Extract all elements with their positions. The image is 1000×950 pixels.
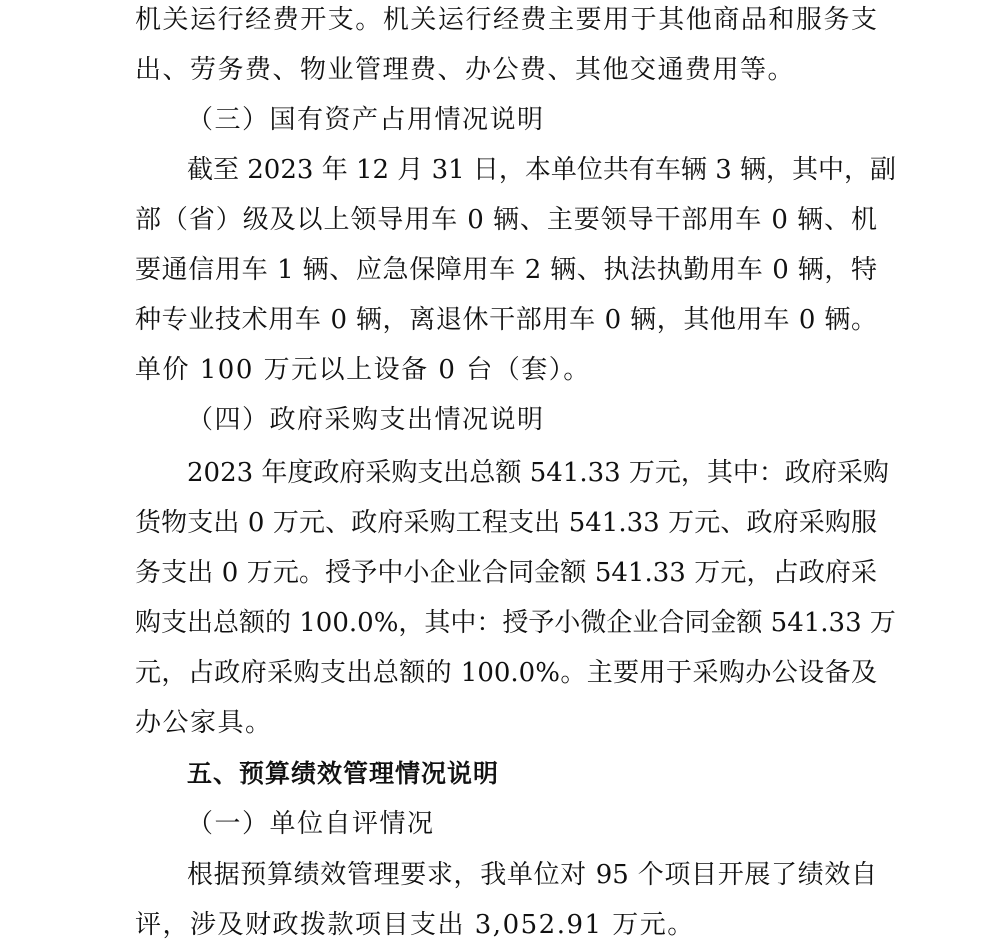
section-subheading: （四）政府采购支出情况说明: [187, 405, 545, 435]
section-heading: 五、预算绩效管理情况说明: [187, 759, 500, 788]
section-subheading: （一）单位自评情况: [187, 809, 435, 839]
body-text-line: 办公家具。: [135, 708, 273, 738]
body-text-line: 种专业技术用车 0 辆，离退休干部用车 0 辆，其他用车 0 辆。: [135, 305, 877, 335]
body-text-line: 要通信用车 1 辆、应急保障用车 2 辆、执法执勤用车 0 辆，特: [135, 255, 877, 285]
paragraph-first-line: 根据预算绩效管理要求，我单位对 95 个项目开展了绩效自: [187, 860, 877, 890]
body-text-line: 评，涉及财政拨款项目支出 3,052.91 万元。: [135, 910, 695, 940]
body-text-line: 购支出总额的 100.0%，其中：授予小微企业合同金额 541.33 万: [135, 608, 896, 638]
paragraph-first-line: 截至 2023 年 12 月 31 日，本单位共有车辆 3 辆，其中，副: [187, 155, 896, 185]
body-text-line: 元，占政府采购支出总额的 100.0%。主要用于采购办公设备及: [135, 658, 877, 688]
body-text-line: 货物支出 0 万元、政府采购工程支出 541.33 万元、政府采购服: [135, 508, 877, 538]
body-text-line: 出、劳务费、物业管理费、办公费、其他交通费用等。: [135, 55, 796, 85]
body-text-line: 务支出 0 万元。授予中小企业合同金额 541.33 万元，占政府采: [135, 558, 877, 588]
body-text-line: 部（省）级及以上领导用车 0 辆、主要领导干部用车 0 辆、机: [135, 205, 877, 235]
body-text-line: 单价 100 万元以上设备 0 台（套）。: [135, 355, 591, 385]
body-text-line: 机关运行经费开支。机关运行经费主要用于其他商品和服务支: [135, 5, 877, 35]
section-subheading: （三）国有资产占用情况说明: [187, 105, 545, 135]
paragraph-first-line: 2023 年度政府采购支出总额 541.33 万元，其中：政府采购: [187, 458, 889, 488]
